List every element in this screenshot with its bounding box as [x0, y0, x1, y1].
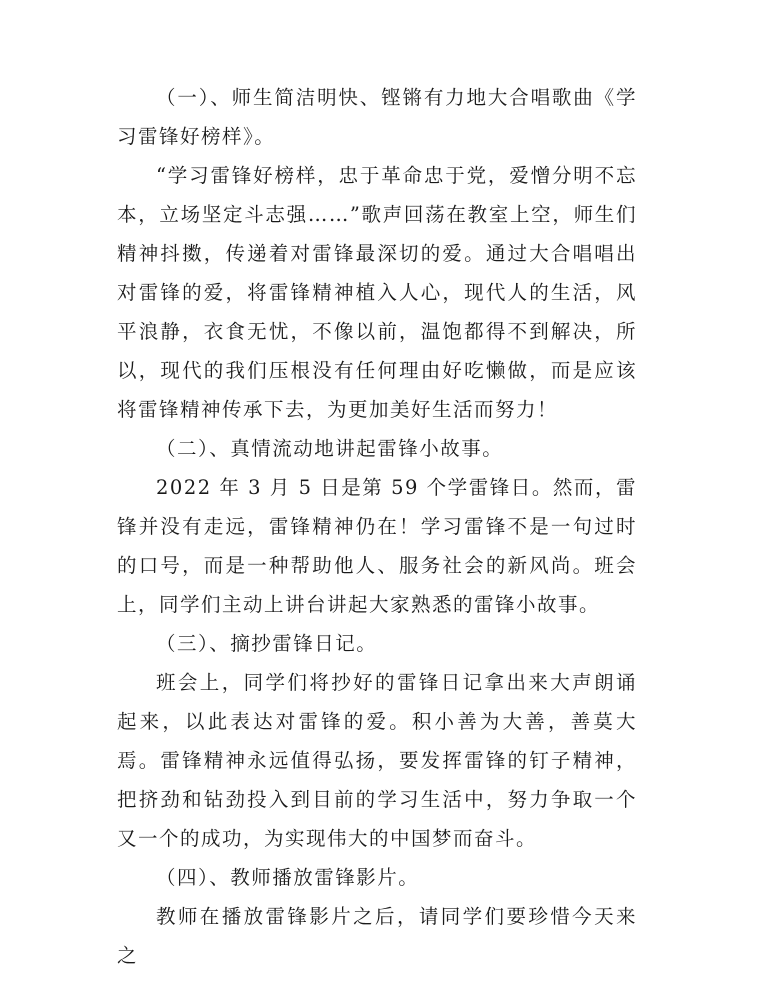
paragraph-song-description: “学习雷锋好榜样，忠于革命忠于党，爱憎分明不忘本，立场坚定斗志强……”歌声回荡在教室上空，师生们精神抖擞，传递着对雷锋最深切的爱。通过大合唱唱出对雷锋的爱，将雷锋精神植入人心，现代人的生活，风平浪静，衣食无忧，不像以前，温饱都得不到解决，所以，现代的我们压根没有任何理由好吃懒做，而是应该将雷锋精神传承下去，为更加美好生活而努力！ — [117, 164, 637, 421]
paragraph-diary-description: 班会上，同学们将抄好的雷锋日记拿出来大声朗诵起来，以此表达对雷锋的爱。积小善为大善，善莫大焉。雷锋精神永远值得弘扬，要发挥雷锋的钉子精神，把挤劲和钻劲投入到目前的学习生活中，努力争取一个又一个的成功，为实现伟大的中国梦而奋斗。 — [117, 671, 637, 850]
section-heading-3: （三）、摘抄雷锋日记。 — [156, 632, 378, 655]
section-heading-2: （二）、真情流动地讲起雷锋小故事。 — [156, 437, 504, 460]
section-heading-4: （四）、教师播放雷锋影片。 — [156, 866, 420, 889]
paragraph-story-description: 2022 年 3 月 5 日是第 59 个学雷锋日。然而，雷锋并没有走远，雷锋精神仍在！学习雷锋不是一句过时的口号，而是一种帮助他人、服务社会的新风尚。班会上，同学们主动上讲台讲起大家熟悉的雷锋小故事。 — [117, 476, 637, 616]
paragraph-film-description: 教师在播放雷锋影片之后，请同学们要珍惜今天来之 — [117, 905, 637, 967]
document-body — [117, 78, 637, 975]
section-heading-1: （一）、师生简洁明快、铿锵有力地大合唱歌曲《学习雷锋好榜样》。 — [117, 86, 637, 148]
